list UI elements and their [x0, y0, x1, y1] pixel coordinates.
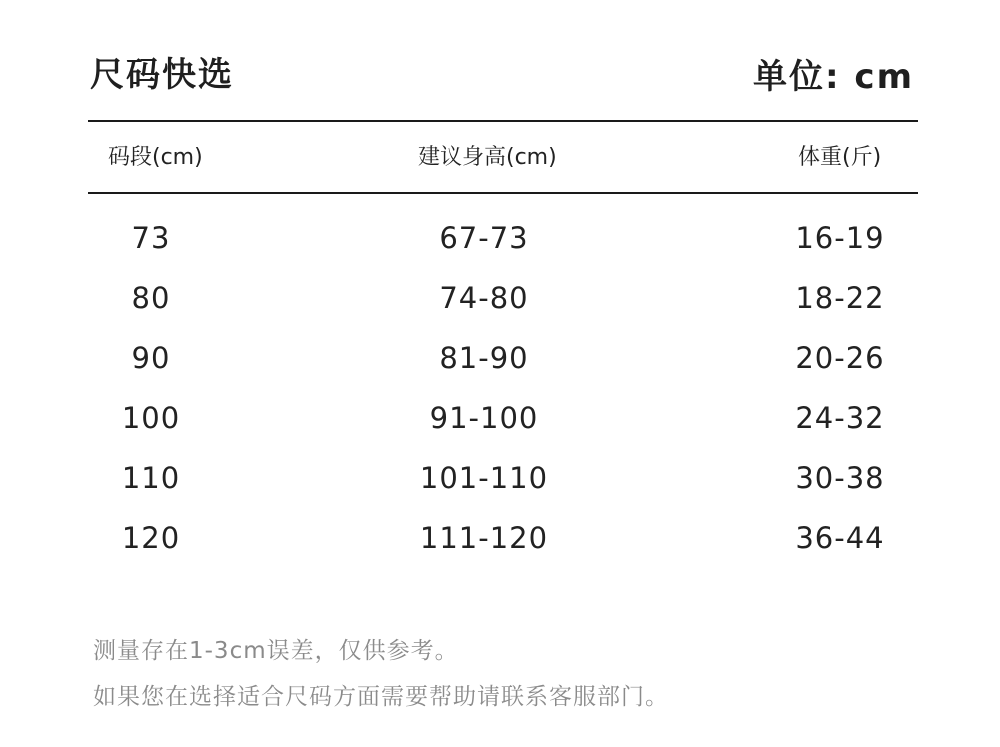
size-cell: 120 — [121, 521, 181, 555]
table-header-rule — [88, 192, 918, 194]
height-cell: 81-90 — [439, 341, 529, 375]
height-cell: 67-73 — [439, 221, 529, 255]
table-row — [0, 508, 1000, 568]
help-note: 如果您在选择适合尺码方面需要帮助请联系客服部门。 — [93, 684, 669, 710]
size-cell: 73 — [131, 221, 171, 255]
table-row — [0, 268, 1000, 328]
table-top-rule — [88, 120, 918, 122]
weight-cell: 20-26 — [795, 341, 885, 375]
weight-cell: 36-44 — [795, 521, 885, 555]
measurement-note: 测量存在1-3cm误差，仅供参考。 — [93, 638, 459, 664]
size-cell: 100 — [121, 401, 181, 435]
height-cell: 74-80 — [439, 281, 529, 315]
size-cell: 80 — [131, 281, 171, 315]
column-header-height: 建议身高(cm) — [418, 145, 557, 170]
table-row — [0, 208, 1000, 268]
size-cell: 110 — [121, 461, 181, 495]
size-cell: 90 — [131, 341, 171, 375]
table-row — [0, 328, 1000, 388]
height-cell: 91-100 — [429, 401, 539, 435]
table-row — [0, 388, 1000, 448]
table-row — [0, 448, 1000, 508]
height-cell: 101-110 — [419, 461, 549, 495]
unit-label: 单位: cm — [752, 57, 914, 97]
height-cell: 111-120 — [419, 521, 549, 555]
page-title: 尺码快选 — [90, 55, 234, 95]
weight-cell: 16-19 — [795, 221, 885, 255]
weight-cell: 18-22 — [795, 281, 885, 315]
weight-cell: 30-38 — [795, 461, 885, 495]
column-header-weight: 体重(斤) — [798, 145, 882, 170]
size-table-body — [0, 208, 1000, 568]
weight-cell: 24-32 — [795, 401, 885, 435]
column-header-size: 码段(cm) — [108, 145, 203, 170]
